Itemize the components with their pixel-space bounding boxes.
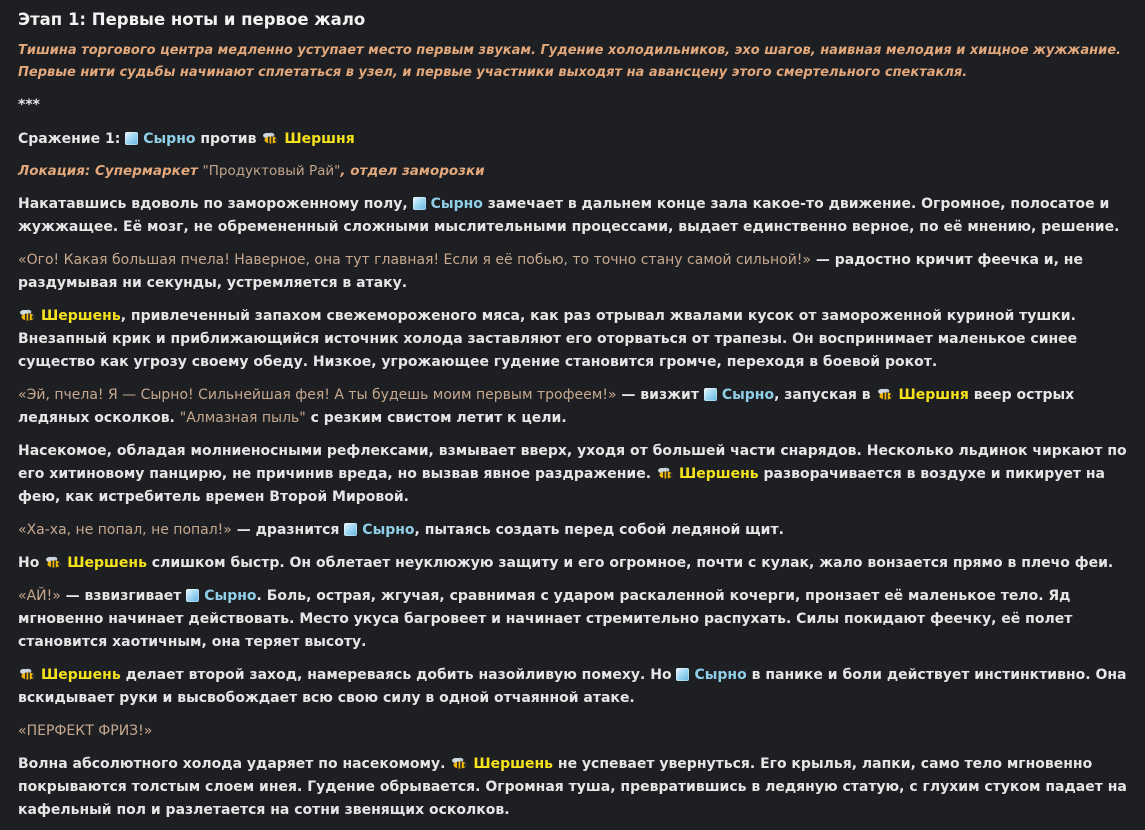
text: слишком быстр. Он облетает неуклюжую защиту и его огромное, почти с кулак, жало вонзается прямо в плечо феи. xyxy=(151,555,1114,571)
text: — взвизгивает xyxy=(65,588,182,604)
text: разворачивается в воздухе и пикирует на фею, как истребитель времен Второй Мировой. xyxy=(18,466,1105,505)
paragraph-8 xyxy=(18,585,1131,654)
text: , привлеченный запахом свежемороженого мяса, как раз отрывал жвалами кусок от замороженной куриной тушки. Внезапный крик и приближающийся источник холода заставляют его оторваться от трапезы. Он воспринимает маленькое синее существо как угрозу своему обеду. Низкое, угрожающее гудение становится громче, переходя в боевой рокот. xyxy=(18,308,1078,370)
paragraph-11 xyxy=(18,753,1131,822)
name-hornet: Шершня xyxy=(898,387,969,403)
text: — визжит xyxy=(621,387,699,403)
text: с резким свистом летит к цели. xyxy=(310,410,567,426)
paragraph-2 xyxy=(18,249,1131,295)
battle-heading xyxy=(18,128,1131,151)
stage-intro: Тишина торгового центра медленно уступает место первым звукам. Гудение холодильников, эхо шагов, наивная мелодия и хищное жужжание. Первые нити судьбы начинают сплетаться в узел, и первые участники выходят на авансцену этого смертельного спектакля. xyxy=(18,43,1121,80)
paragraph-1 xyxy=(18,193,1131,239)
location-name: "Продуктовый Рай" xyxy=(202,163,341,179)
name-hornet: Шершень xyxy=(41,308,121,324)
bee-icon xyxy=(656,467,674,480)
ice-cube-icon xyxy=(186,589,199,602)
name-hornet: Шершень xyxy=(678,466,759,482)
name-syrno: Сырно xyxy=(694,667,747,683)
fighter-hornet: Шершня xyxy=(284,131,355,147)
text: веер острых ледяных осколков. xyxy=(18,387,1075,426)
bee-icon xyxy=(18,309,36,322)
name-hornet: Шершень xyxy=(473,756,554,772)
text: в панике и боли действует инстинктивно. Она вскидывает руки и высвобождает всю свою силу в одной отчаянной атаке. xyxy=(18,667,1127,706)
ice-cube-icon xyxy=(344,523,357,536)
quote: «Эй, пчела! Я — Сырно! Сильнейшая фея! А ты будешь моим первым трофеем!» xyxy=(18,387,617,403)
location-suffix: , отдел заморозки xyxy=(340,163,485,179)
text: Накатавшись вдоволь по замороженному полу, xyxy=(18,196,408,212)
name-syrno: Сырно xyxy=(430,196,483,212)
name-hornet: Шершень xyxy=(41,667,121,683)
text: , пытаясь создать перед собой ледяной щит. xyxy=(414,522,784,538)
bee-icon xyxy=(876,388,894,401)
paragraph-10 xyxy=(18,720,1131,743)
text: замечает в дальнем конце зала какое-то движение. Огромное, полосатое и жужжащее. Её мозг, не обремененный сложными мыслительными процессами, выдает единственно верное, по её мнению, решение. xyxy=(18,196,1120,235)
text: не успевает увернуться. Его крылья, лапки, само тело мгновенно покрываются толстым слоем инея. Гудение обрывается. Огромная туша, превратившись в ледяную статую, с глухим стуком падает на кафельный пол и разлетается на сотни звенящих осколков. xyxy=(18,756,1127,818)
bee-icon xyxy=(450,757,468,770)
paragraph-6 xyxy=(18,519,1131,542)
bee-icon xyxy=(18,668,36,681)
quote: «АЙ!» xyxy=(18,588,61,604)
text: . Боль, острая, жгучая, сравнимая с ударом раскаленной кочерги, пронзает её маленькое тело. Яд мгновенно начинает действовать. Место укуса багровеет и начинает стремительно распухать. Силы покидают феечку, её полет становится хаотичным, она теряет высоту. xyxy=(18,588,1073,650)
ice-cube-icon xyxy=(413,197,426,210)
spell-name: "Алмазная пыль" xyxy=(179,410,306,426)
bee-icon xyxy=(44,556,62,569)
text: Волна абсолютного холода ударяет по насекомому. xyxy=(18,756,446,772)
bee-icon xyxy=(261,132,279,145)
quote: «Ого! Какая большая пчела! Наверное, она тут главная! Если я её побью, то точно стану самой сильной!» xyxy=(18,252,811,268)
name-syrno: Сырно xyxy=(204,588,257,604)
name-syrno: Сырно xyxy=(721,387,775,403)
paragraph-3 xyxy=(18,305,1131,374)
separator: *** xyxy=(18,97,40,113)
paragraph-4 xyxy=(18,384,1131,430)
versus-text: против xyxy=(200,131,257,147)
fighter-syrno: Сырно xyxy=(143,131,196,147)
text: Но xyxy=(18,555,40,571)
paragraph-9 xyxy=(18,664,1131,710)
ice-cube-icon xyxy=(125,132,138,145)
paragraph-7 xyxy=(18,552,1131,575)
name-syrno: Сырно xyxy=(362,522,415,538)
text: , запуская в xyxy=(774,387,871,403)
name-hornet: Шершень xyxy=(67,555,147,571)
location-prefix: Локация: Супермаркет xyxy=(18,163,198,179)
location-line xyxy=(18,160,1131,183)
paragraph-5 xyxy=(18,440,1131,509)
text: делает второй заход, намереваясь добить назойливую помеху. Но xyxy=(125,667,672,683)
quote: «Ха-ха, не попал, не попал!» xyxy=(18,522,232,538)
text: — дразнится xyxy=(236,522,340,538)
stage-title: Этап 1: Первые ноты и первое жало xyxy=(18,10,366,29)
ice-cube-icon xyxy=(676,668,689,681)
text: Насекомое, обладая молниеносными рефлексами, взмывает вверх, уходя от большей части снарядов. Несколько льдинок чиркают по его хитиновому панцирю, не причинив вреда, но вызвав явное раздражение. xyxy=(18,443,1127,482)
quote: «ПЕРФЕКТ ФРИЗ!» xyxy=(18,723,153,739)
text: — радостно кричит феечка и, не раздумывая ни секунды, устремляется в атаку. xyxy=(18,252,1083,291)
ice-cube-icon xyxy=(704,388,717,401)
battle-prefix: Сражение 1: xyxy=(18,131,121,147)
